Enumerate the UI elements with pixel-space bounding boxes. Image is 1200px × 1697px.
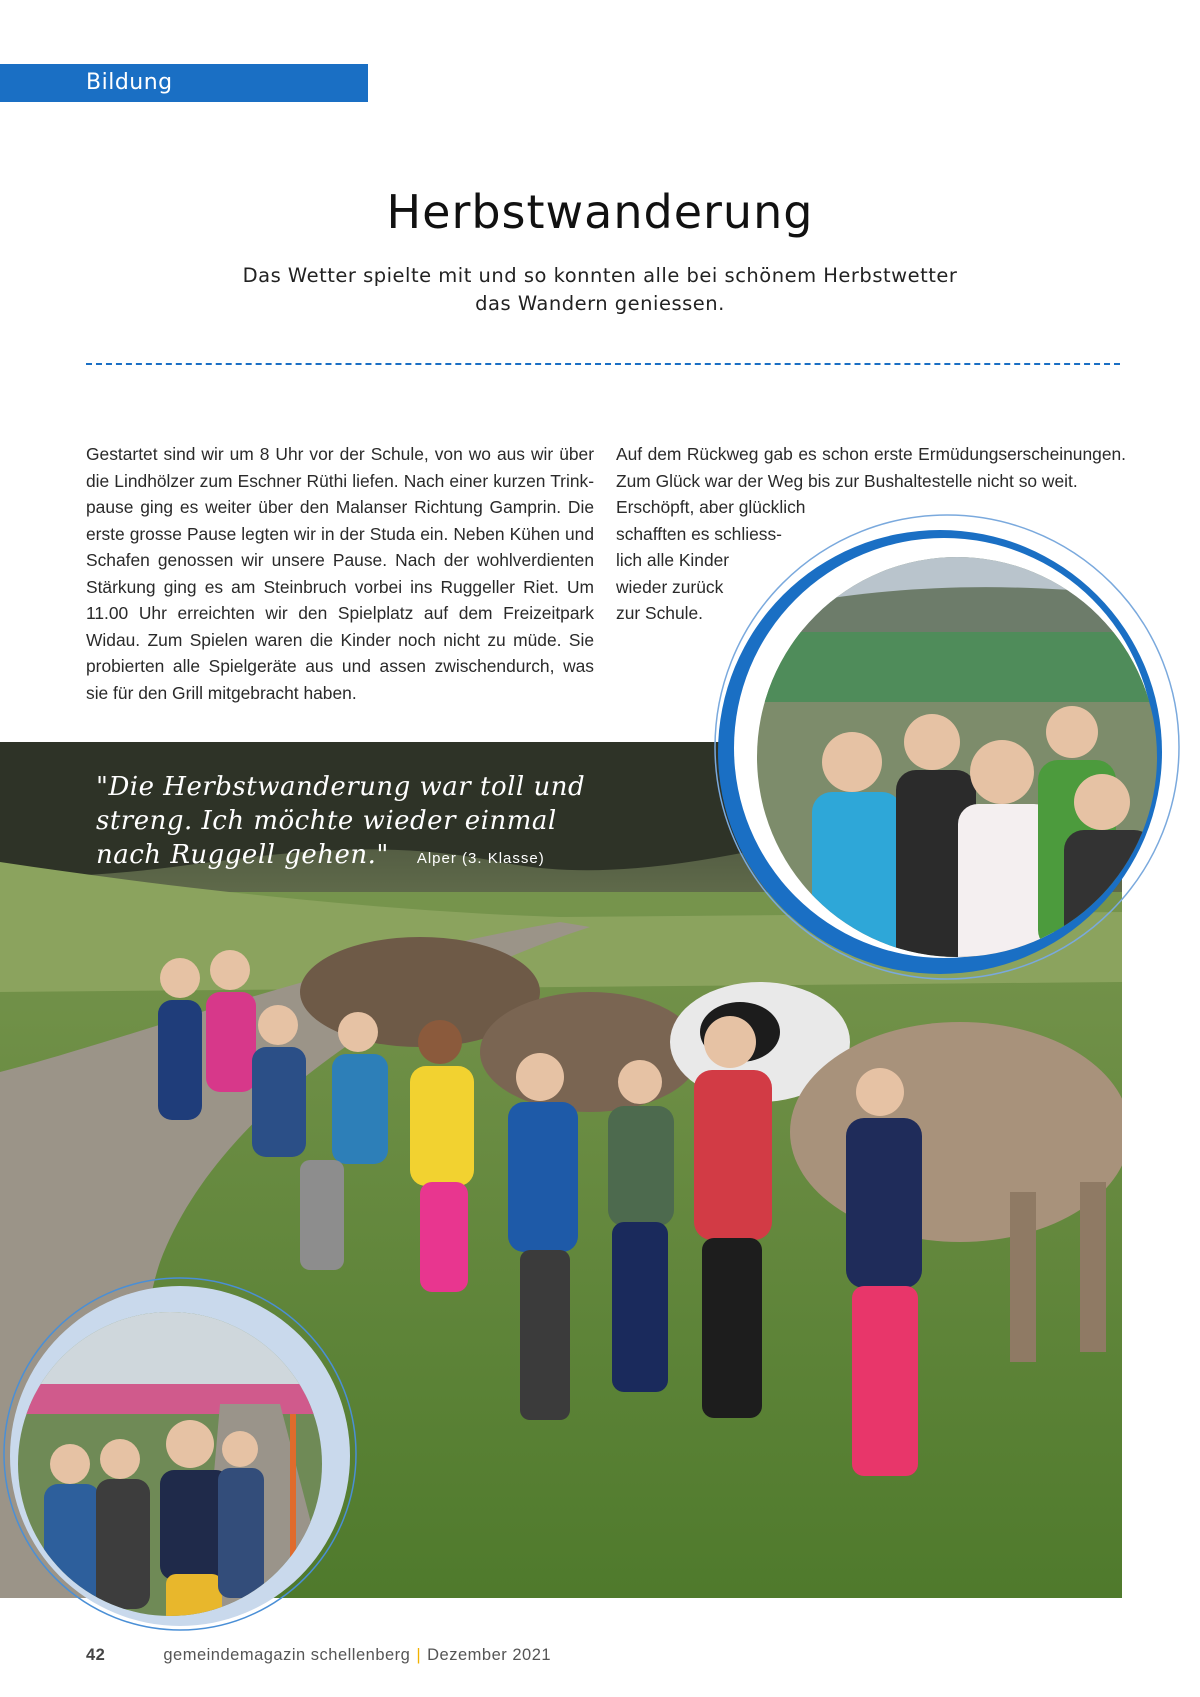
section-bar <box>0 64 368 102</box>
circle-photo-bottom-illustration <box>0 1274 360 1634</box>
quote-line-1: "Die Herbstwanderung war toll und <box>96 772 586 802</box>
article-lead <box>220 262 980 318</box>
page-number: 42 <box>86 1646 106 1664</box>
wrap-line: Erschöpft, aber glücklich <box>616 497 806 517</box>
lead-line-2: das Wandern geniessen. <box>475 292 725 315</box>
article-title: Herbstwanderung <box>386 185 814 239</box>
wrap-line: lich alle Kinder <box>616 550 730 570</box>
wrap-line: schafften es schliess- <box>616 523 782 544</box>
pull-quote <box>96 770 616 876</box>
body-text-left: Gestartet sind wir um 8 Uhr vor der Schule, von wo aus wir über die Lindhölzer zum Eschner Rüthi liefen. Nach einer kurzen Trink-pause ging es weiter über den Malanser Richtung Gamprin. Die erste grosse Pause legten wir in der Studa ein. Neben Kühen und Schafen genossen wir unsere Pause. Nach der wohlverdienten Stärkung ging es am Steinbruch vorbei ins Ruggeller Riet. Um 11.00 Uhr erreichten wir den Spielplatz auf dem Freizeitpark Widau. Zum Spielen waren die Kinder noch nicht zu müde. Sie probierten alle Spielgeräte aus und assen zwischendurch, was sie für den Grill mitgebracht haben. <box>86 444 594 703</box>
quote-line-2: streng. Ich möchte wieder einmal <box>96 806 557 836</box>
section-label: Bildung <box>86 70 173 95</box>
circle-photo-bottom <box>0 1274 360 1634</box>
quote-line-3-text: nach Ruggell gehen." <box>96 840 389 870</box>
circle-photo-top <box>712 512 1182 982</box>
issue-date: Dezember 2021 <box>427 1646 552 1664</box>
quote-line-3 <box>96 838 616 876</box>
quote-author: Alper (3. Klasse) <box>416 850 545 867</box>
wrap-line: zur Schule. <box>616 603 703 623</box>
body-text-right: Auf dem Rückweg gab es schon erste Ermüdungserscheinungen. Zum Glück war der Weg bis zur Bushaltestelle nicht so weit. <box>616 444 1126 491</box>
publication-name: gemeindemagazin schellenberg <box>163 1646 411 1664</box>
page-footer <box>86 1646 551 1665</box>
lead-line-1: Das Wetter spielte mit und so konnten alle bei schönem Herbstwetter <box>242 264 958 287</box>
wrap-line: wieder zurück <box>616 576 724 597</box>
circle-photo-top-illustration <box>712 512 1182 982</box>
dashed-divider <box>86 363 1120 365</box>
footer-separator: | <box>416 1646 422 1664</box>
